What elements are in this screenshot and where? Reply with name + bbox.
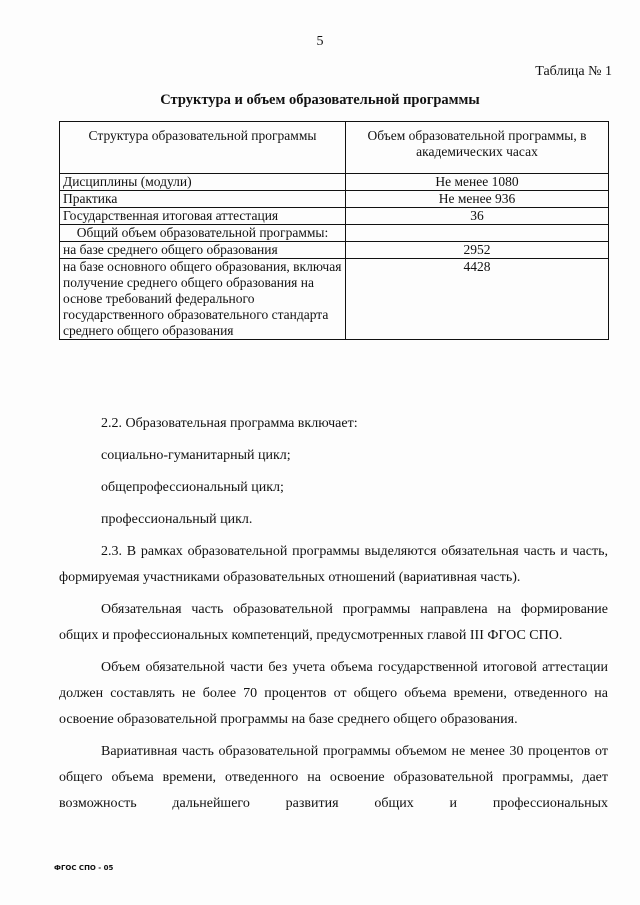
table-row	[60, 242, 609, 259]
table-title: Структура и объем образовательной программы	[160, 92, 480, 108]
row-value: Не менее 936	[346, 191, 609, 208]
body-text	[59, 411, 608, 817]
paragraph: 2.2. Образовательная программа включает:	[101, 416, 358, 431]
row-label: на базе основного общего образования, включая получение среднего общего образования на основе требований федерального государственного образовательного стандарта среднего общего образования	[60, 259, 346, 340]
row-label: на базе среднего общего образования	[60, 242, 346, 259]
table-row	[60, 225, 609, 242]
paragraph: Обязательная часть образовательной программы направлена на формирование общих и профессиональных компетенций, предусмотренных главой III ФГОС СПО.	[59, 602, 608, 643]
table-row	[60, 174, 609, 191]
table-row	[60, 208, 609, 225]
table-row	[60, 259, 609, 340]
page-number: 5	[316, 34, 324, 49]
paragraph: Вариативная часть образовательной программы объемом не менее 30 процентов от общего объема времени, отведенного на освоение образовательной программы, дает возможность дальнейшего развития общих и профессиональных	[59, 744, 608, 811]
table-header-structure: Структура образовательной программы	[60, 122, 346, 174]
footer-code: ФГОС СПО - 05	[54, 864, 114, 872]
row-label: Практика	[60, 191, 346, 208]
table-header-volume: Объем образовательной программы, в академических часах	[346, 122, 609, 174]
paragraph: общепрофессиональный цикл;	[101, 480, 284, 495]
paragraph: социально-гуманитарный цикл;	[101, 448, 291, 463]
row-label: Общий объем образовательной программы:	[60, 225, 346, 242]
paragraph: Объем обязательной части без учета объема государственной итоговой аттестации должен составлять не более 70 процентов от общего объема времени, отведенного на освоение образовательной программы на базе среднего общего образования.	[59, 660, 608, 727]
structure-table	[59, 121, 609, 340]
row-value: 4428	[346, 259, 609, 340]
table-number: Таблица № 1	[535, 64, 612, 79]
row-value: Не менее 1080	[346, 174, 609, 191]
row-value: 2952	[346, 242, 609, 259]
row-label: Государственная итоговая аттестация	[60, 208, 346, 225]
table-row	[60, 191, 609, 208]
paragraph: профессиональный цикл.	[101, 512, 253, 527]
row-value	[346, 225, 609, 242]
table-header-row	[60, 122, 609, 174]
paragraph: 2.3. В рамках образовательной программы выделяются обязательная часть и часть, формируемая участниками образовательных отношений (вариативная часть).	[59, 544, 608, 585]
row-value: 36	[346, 208, 609, 225]
row-label: Дисциплины (модули)	[60, 174, 346, 191]
